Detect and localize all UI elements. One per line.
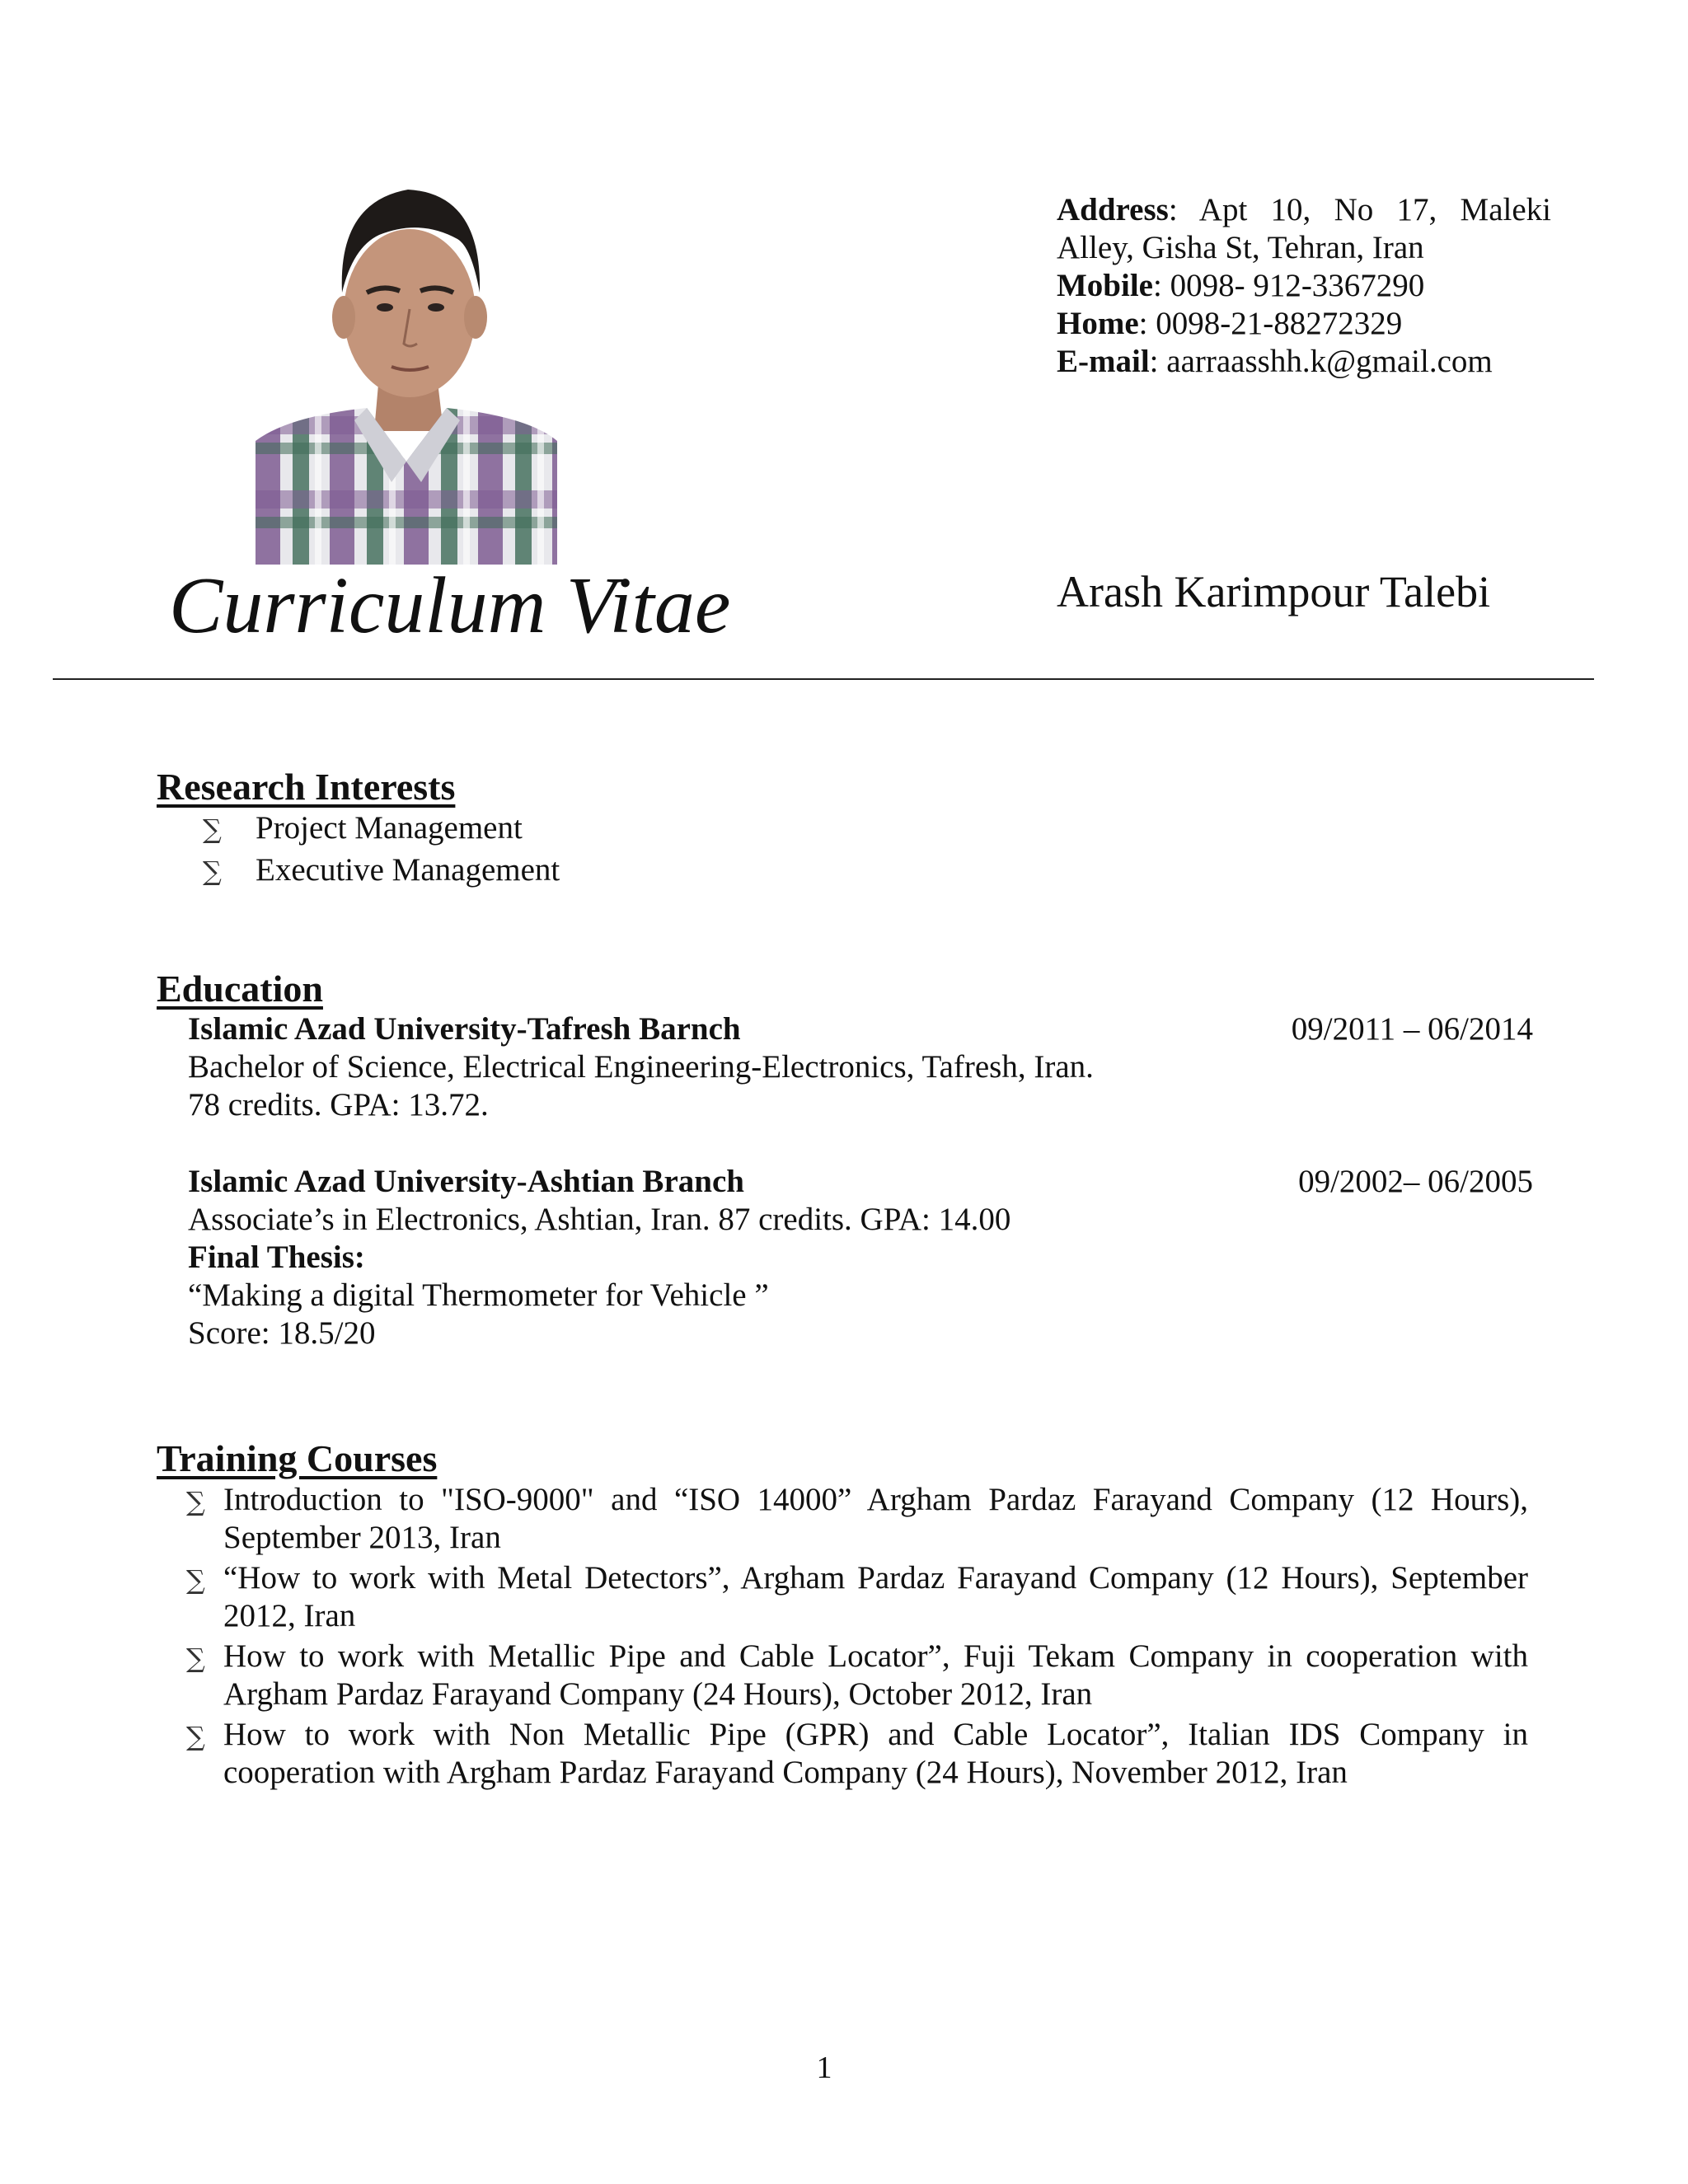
list-item-text: How to work with Metallic Pipe and Cable Locator”, Fuji Tekam Company in cooperation with Argham Pardaz Farayand Company (24 Hours), October 2012, Iran [223,1638,1528,1712]
research-interests-heading: Research Interests [157,766,456,808]
bullet-icon: ∑ [186,1564,205,1596]
list-item [203,808,560,850]
education-dates: 09/2002– 06/2005 [1298,1164,1533,1199]
bullet-icon: ∑ [186,1643,205,1674]
list-item [186,1638,1528,1713]
bullet-icon: ∑ [186,1486,205,1517]
list-item-text: “How to work with Metal Detectors”, Argham Pardaz Farayand Company (12 Hours), September 2012, Iran [223,1560,1528,1633]
education-dates: 09/2011 – 06/2014 [1291,1011,1533,1047]
person-name: Arash Karimpour Talebi [1057,567,1491,616]
email-line: E-mail: aarraasshh.k@gmail.com [1057,344,1493,379]
mobile-value: 0098- 912-3367290 [1170,268,1425,303]
header-divider [53,678,1594,680]
institution-name: Islamic Azad University-Ashtian Branch [188,1164,744,1199]
list-item [186,1559,1528,1635]
thesis-label: Final Thesis: [188,1240,365,1275]
list-item [186,1481,1528,1557]
list-item-text: Project Management [256,810,523,846]
address-line-2: Alley, Gisha St, Tehran, Iran [1057,230,1424,265]
education-header-line [188,1010,1533,1048]
mobile-line: Mobile: 0098- 912-3367290 [1057,268,1425,303]
education-entry [188,1010,1533,1124]
address-label: Address [1057,192,1169,227]
home-value: 0098-21-88272329 [1156,306,1403,341]
page-number: 1 [816,2050,832,2085]
address-line-1: Address: Apt 10, No 17, Maleki [1057,192,1551,227]
bullet-icon: ∑ [203,855,222,887]
list-item [203,850,560,892]
email-label: E-mail [1057,344,1150,379]
home-phone-line: Home: 0098-21-88272329 [1057,306,1403,341]
bullet-icon: ∑ [203,813,222,845]
list-item [186,1716,1528,1792]
education-header-line [188,1163,1533,1201]
list-item-text: How to work with Non Metallic Pipe (GPR) and Cable Locator”, Italian IDS Company in cooperation with Argham Pardaz Farayand Company (24 Hours), November 2012, Iran [223,1717,1528,1790]
list-item-text: Introduction to "ISO-9000" and “ISO 14000” Argham Pardaz Farayand Company (12 Hours), September 2013, Iran [223,1482,1528,1555]
degree-line: Associate’s in Electronics, Ashtian, Iran. 87 credits. GPA: 14.00 [188,1202,1011,1237]
email-value[interactable]: aarraasshh.k@gmail.com [1166,344,1493,379]
degree-line: Bachelor of Science, Electrical Engineering-Electronics, Tafresh, Iran. [188,1049,1094,1085]
thesis-score: Score: 18.5/20 [188,1315,376,1351]
address-value: Apt 10, No 17, Maleki [1198,192,1551,227]
list-item-text: Executive Management [256,852,560,888]
thesis-title: “Making a digital Thermometer for Vehicle ” [188,1277,769,1313]
document-title: Curriculum Vitae [169,561,731,650]
home-label: Home [1057,306,1139,341]
training-courses-list [186,1481,1528,1794]
bullet-icon: ∑ [186,1721,205,1752]
education-heading: Education [157,968,323,1010]
research-interests-list [203,808,560,892]
profile-photo [256,169,557,565]
contact-block [1057,191,1551,381]
credits-line: 78 credits. GPA: 13.72. [188,1087,489,1122]
mobile-label: Mobile [1057,268,1153,303]
institution-name: Islamic Azad University-Tafresh Barnch [188,1011,741,1047]
education-entry [188,1163,1533,1352]
training-courses-heading: Training Courses [157,1437,438,1479]
